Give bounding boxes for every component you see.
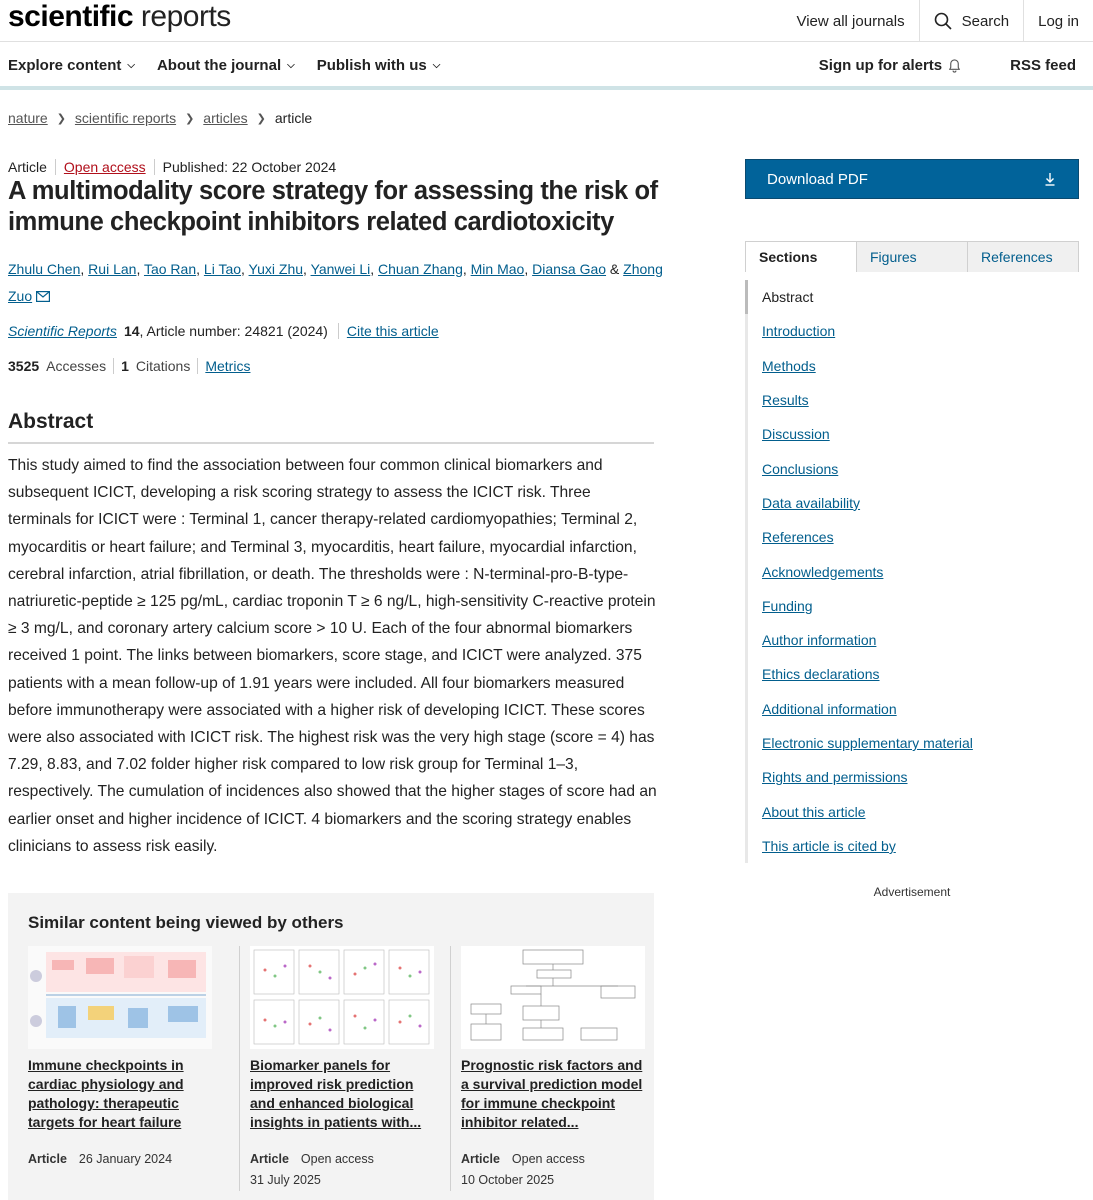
breadcrumb-nature[interactable]: nature <box>8 110 48 126</box>
breadcrumb-articles[interactable]: articles <box>203 110 248 126</box>
sections-nav <box>745 280 1079 863</box>
chevron-down-icon: ⌵ <box>432 59 441 71</box>
journal-volume: 14 <box>123 323 140 339</box>
similar-article-card[interactable] <box>28 946 212 1191</box>
article-thumbnail[interactable] <box>28 946 212 1049</box>
author-link[interactable]: Yanwei Li <box>310 261 371 277</box>
article-metrics <box>8 358 264 374</box>
view-all-journals-link[interactable]: View all journals <box>796 12 905 30</box>
sidebar-tabs <box>745 241 1079 272</box>
article-thumbnail[interactable] <box>461 946 645 1049</box>
top-bar <box>0 0 1093 42</box>
section-link-data-availability[interactable]: Data availability <box>745 486 1079 520</box>
author-link[interactable]: Min Mao <box>470 261 525 277</box>
section-link-conclusions[interactable]: Conclusions <box>745 451 1079 485</box>
section-link-discussion[interactable]: Discussion <box>745 417 1079 451</box>
advertisement-label: Advertisement <box>873 885 951 899</box>
author-link[interactable]: Rui Lan <box>88 261 137 277</box>
citations-count: 1 <box>121 358 129 374</box>
author-link[interactable]: Li Tao <box>203 261 242 277</box>
chevron-down-icon: ⌵ <box>127 59 135 71</box>
site-logo[interactable]: scientific reports <box>8 0 231 33</box>
chevron-right-icon: ❯ <box>256 112 266 125</box>
similar-article-meta: Article Open access 31 July 2025 <box>250 1152 374 1187</box>
breadcrumb <box>8 110 312 126</box>
article-thumbnail[interactable] <box>250 946 434 1049</box>
metrics-link[interactable]: Metrics <box>205 358 251 374</box>
tab-sections[interactable]: Sections <box>746 242 856 272</box>
author-link[interactable]: Diansa Gao <box>532 261 607 277</box>
tab-references[interactable]: References <box>967 242 1078 272</box>
section-link-references[interactable]: References <box>745 520 1079 554</box>
similar-content-panel <box>8 893 654 1200</box>
accesses-count: 3525 <box>8 358 40 374</box>
section-link-introduction[interactable]: Introduction <box>745 314 1079 348</box>
similar-article-meta: Article Open access 10 October 2025 <box>461 1152 585 1187</box>
similar-article-title[interactable]: Biomarker panels for improved risk prediction and enhanced biological insights in patients with... <box>250 1057 422 1130</box>
similar-article-meta: Article 26 January 2024 <box>28 1152 173 1166</box>
login-link[interactable]: Log in <box>1023 0 1093 42</box>
nav-about-journal[interactable]: About the journal ⌵ <box>156 56 295 74</box>
section-link-acknowledgements[interactable]: Acknowledgements <box>745 554 1079 588</box>
published-date: Published: 22 October 2024 <box>154 159 337 175</box>
similar-article-title[interactable]: Immune checkpoints in cardiac physiology and pathology: therapeutic targets for heart failure <box>28 1057 184 1130</box>
section-link-results[interactable]: Results <box>745 383 1079 417</box>
nav-publish-with-us[interactable]: Publish with us ⌵ <box>316 56 441 74</box>
similar-article-card[interactable] <box>239 946 423 1191</box>
section-link-cited-by[interactable]: This article is cited by <box>745 829 1079 863</box>
similar-article-title[interactable]: Prognostic risk factors and a survival prediction model for immune checkpoint inhibitor related... <box>461 1057 643 1130</box>
nav-bar <box>0 42 1093 90</box>
breadcrumb-current: article <box>274 110 313 126</box>
chevron-down-icon: ⌵ <box>287 59 295 71</box>
author-link[interactable]: Tao Ran <box>143 261 197 277</box>
abstract-heading: Abstract <box>8 410 654 444</box>
section-link-rights-permissions[interactable]: Rights and permissions <box>745 760 1079 794</box>
top-links <box>782 0 1093 42</box>
accesses-label: Accesses <box>46 358 107 374</box>
section-link-about-article[interactable]: About this article <box>745 794 1079 828</box>
section-link-ethics-declarations[interactable]: Ethics declarations <box>745 657 1079 691</box>
similar-content-heading: Similar content being viewed by others <box>28 913 344 932</box>
tab-figures[interactable]: Figures <box>856 242 967 272</box>
author-link[interactable]: Zhong Zuo <box>8 261 663 304</box>
author-link[interactable]: Zhulu Chen <box>8 261 81 277</box>
email-icon[interactable] <box>36 291 50 302</box>
rss-feed-link[interactable]: RSS feed <box>1010 56 1076 74</box>
search-icon <box>934 12 952 30</box>
download-icon <box>1044 171 1056 191</box>
section-link-funding[interactable]: Funding <box>745 589 1079 623</box>
download-pdf-button[interactable]: Download PDF <box>745 159 1079 199</box>
abstract-text: This study aimed to find the association between four common clinical biomarkers and subsequent ICICT, developing a risk scoring strategy to assess the ICICT risk. Three terminals for ICICT were : Terminal 1, cancer therapy-related cardiomyopathies; Terminal 2, myocarditis or heart failure; and Terminal 3, myocarditis, heart failure, myocardial infarction, cerebral infarction, atrial fibrillation, or death. The thresholds were : N-terminal-pro-B-type-natriuretic-peptide ≥ 125 pg/mL, cardiac troponin T ≥ 6 ng/L, high-sensitivity C-reactive protein ≥ 3 mg/L, and coronary artery calcium score > 10 U. Each of the four abnormal biomarkers received 1 point. The links between biomarkers, score stage, and ICICT were analyzed. 375 patients with a mean follow-up of 1.91 years were included. All four biomarkers measured before immunotherapy were associated with a higher risk of developing ICICT. These scores were also associated with ICICT risk. The highest risk was the very high stage (score = 4) has 7.29, 8.83, and 7.02 folder higher risk compared to low risk group for Terminal 1–3, respectively. The cumulation of incidences also showed that the higher stages of score had an earlier onset and higher incidence of ICICT. 4 biomarkers and the scoring strategy enables clinicians to assess risk easily. <box>8 457 657 855</box>
section-link-author-information[interactable]: Author information <box>745 623 1079 657</box>
section-link-supplementary-material[interactable]: Electronic supplementary material <box>745 726 1079 760</box>
bell-icon <box>947 58 962 73</box>
section-link-methods[interactable]: Methods <box>745 349 1079 383</box>
section-link-abstract[interactable]: Abstract <box>745 280 1079 314</box>
nav-explore-content[interactable]: Explore content ⌵ <box>8 56 135 74</box>
section-link-additional-information[interactable]: Additional information <box>745 692 1079 726</box>
breadcrumb-scientific-reports[interactable]: scientific reports <box>74 110 177 126</box>
article-type: Article <box>8 159 47 175</box>
search-button[interactable]: Search <box>919 0 1024 42</box>
chevron-right-icon: ❯ <box>185 112 195 125</box>
chevron-right-icon: ❯ <box>56 112 66 125</box>
article-meta <box>8 159 336 175</box>
article-number: , Article number: 24821 (2024) <box>139 323 328 339</box>
journal-citation <box>8 323 439 339</box>
open-access-badge[interactable]: Open access <box>55 159 146 175</box>
citations-label: Citations <box>135 358 191 374</box>
article-title: A multimodality score strategy for assessing the risk of immune checkpoint inhibitors related cardiotoxicity <box>8 177 658 236</box>
sign-up-alerts-link[interactable]: Sign up for alerts <box>819 57 962 74</box>
similar-article-card[interactable] <box>450 946 643 1191</box>
author-link[interactable]: Yuxi Zhu <box>248 261 304 277</box>
author-list: Zhulu Chen, Rui Lan, Tao Ran, Li Tao, Yuxi Zhu, Yanwei Li, Chuan Zhang, Min Mao, Diansa Gao & Zhong Zuo <box>8 261 663 304</box>
cite-this-article-link[interactable]: Cite this article <box>338 323 439 339</box>
journal-name-link[interactable]: Scientific Reports <box>8 323 117 339</box>
author-link[interactable]: Chuan Zhang <box>378 261 463 277</box>
